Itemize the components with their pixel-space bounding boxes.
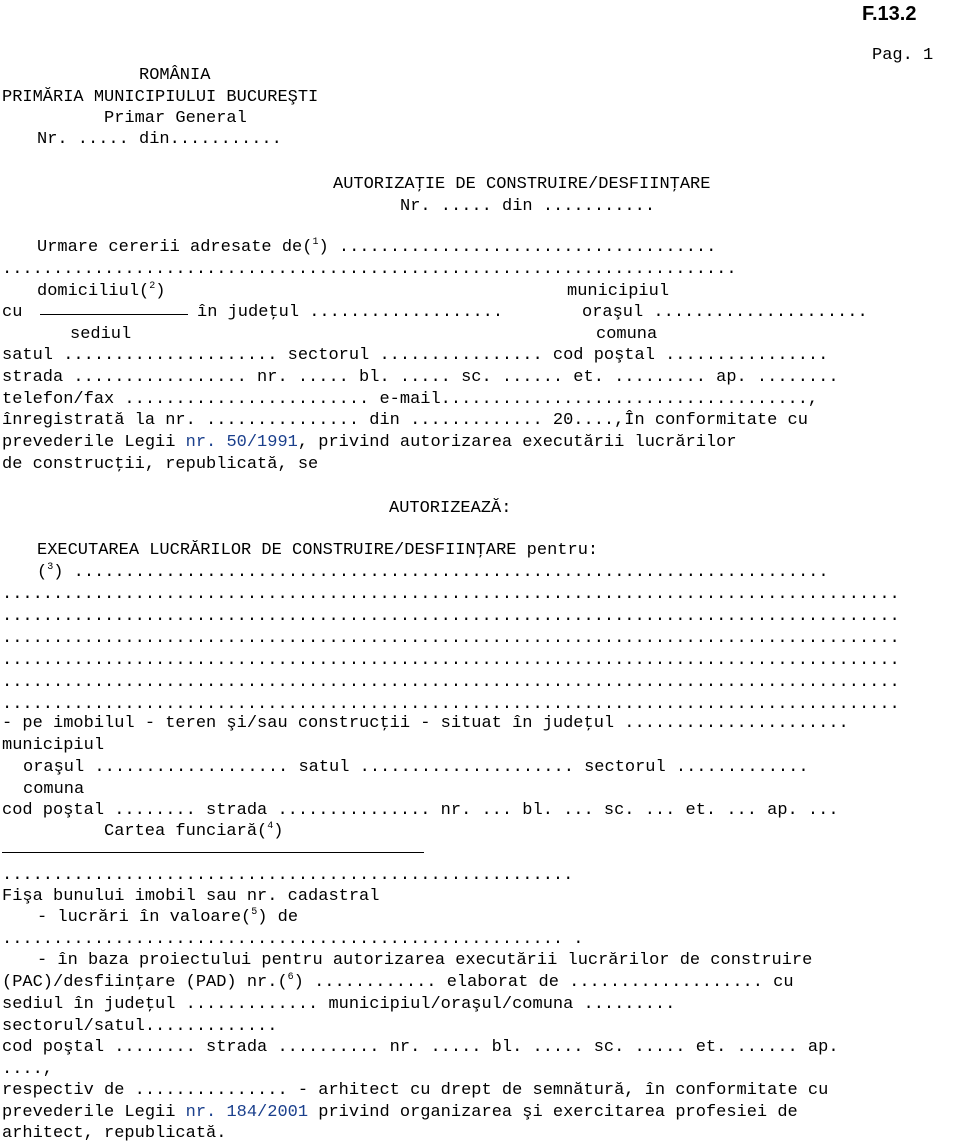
issuer-official: Primar General [104, 109, 247, 128]
works-dots-6: ........................................................................................ [2, 695, 900, 714]
works-dots-2: ........................................................................................ [2, 607, 900, 626]
with-label: cu [2, 303, 23, 322]
issuer-number-line: Nr. ..... din........... [37, 130, 282, 149]
land-book-label: Cartea funciară($^4$) [104, 821, 284, 841]
works-heading: EXECUTAREA LUCRĂRILOR DE CONSTRUIRE/DESFIINŢARE pentru: [37, 541, 599, 560]
project-address-line: cod poştal ........ strada .......... nr. ..... bl. ..... sc. ..... et. ...... ap. [2, 1038, 839, 1057]
works-line-1: ($^3$) .......................................................................... [37, 562, 829, 582]
phone-line: telefon/fax ........................ e-mail...................................., [2, 390, 819, 409]
domicile-label: domiciliul($^2$) [37, 281, 166, 301]
law-50-1991-link[interactable]: nr. 50/1991 [185, 433, 298, 452]
law-line: prevederile Legii nr. 50/1991, privind autorizarea executării lucrărilor [2, 433, 737, 452]
cadastral-label: Fişa bunului imobil sau nr. cadastral [2, 887, 380, 906]
works-dots-5: ........................................................................................ [2, 673, 900, 692]
headquarters-label: sediul [70, 325, 132, 344]
issuer-authority: PRIMĂRIA MUNICIPIULUI BUCUREŞTI [2, 88, 319, 107]
registration-line: înregistrată la nr. ............... din ............. 20....,În conformitate cu [2, 411, 808, 430]
works-dots-3: ........................................................................................ [2, 629, 900, 648]
law-184-2001-link[interactable]: nr. 184/2001 [185, 1103, 309, 1122]
works-value-dots: ....................................................... . [2, 930, 584, 949]
property-municipality: municipiul [2, 736, 105, 755]
form-code: F.13.2 [862, 3, 917, 25]
project-line: - în baza proiectului pentru autorizarea executării lucrărilor de construire [37, 951, 813, 970]
project-address-continuation: ...., [2, 1060, 54, 1079]
county-field: în judeţul ................... [197, 303, 504, 322]
street-line: strada ................. nr. ..... bl. ..... sc. ...... et. ......... ap. ........ [2, 368, 839, 387]
land-book-divider [2, 852, 424, 853]
republished-line: de construcţii, republicată, se [2, 455, 319, 474]
property-line-1: - pe imobilul - teren şi/sau construcţii - situat în judeţul ...................... [2, 714, 849, 733]
town-field: oraşul ..................... [582, 303, 868, 322]
domicile-divider [40, 314, 188, 315]
village-line: satul ..................... sectorul ................ cod poştal ................ [2, 346, 829, 365]
property-town-line: oraşul ................... satul ..................... sectorul ............. [23, 758, 809, 777]
document-title: AUTORIZAŢIE DE CONSTRUIRE/DESFIINŢARE [333, 175, 711, 194]
property-commune: comuna [23, 780, 85, 799]
municipality-label: municipiul [567, 282, 670, 301]
land-book-dots: ........................................................ [2, 866, 574, 885]
request-line-1: Urmare cererii adresate de($^1$) ..................................... [37, 237, 717, 257]
pac-line: (PAC)/desfiinţare (PAD) nr.($^6$) ............ elaborat de ................... cu [2, 972, 794, 992]
law-184-line: prevederile Legii nr. 184/2001 privind organizarea şi exercitarea profesiei de [2, 1103, 798, 1122]
issuer-country: ROMÂNIA [139, 66, 211, 85]
property-address-line: cod poştal ........ strada ............... nr. ... bl. ... sc. ... et. ... ap. ... [2, 801, 839, 820]
authorizes-heading: AUTORIZEAZĂ: [389, 499, 512, 518]
request-line-2: ........................................................................ [2, 260, 737, 279]
works-dots-1: ........................................................................................ [2, 585, 900, 604]
page-label: Pag. 1 [872, 46, 934, 65]
works-value-label: - lucrări în valoare($^5$) de [37, 907, 299, 927]
works-dots-4: ........................................................................................ [2, 651, 900, 670]
project-seat-line: sediul în judeţul ............. municipiul/oraşul/comuna ......... [2, 995, 676, 1014]
architect-line: respectiv de ............... - arhitect cu drept de semnătură, în conformitate cu [2, 1081, 829, 1100]
commune-label: comuna [596, 325, 658, 344]
document-number-line: Nr. ..... din ........... [400, 197, 656, 216]
sector-village-line: sectorul/satul............. [2, 1017, 278, 1036]
architect-republished-line: arhitect, republicată. [2, 1124, 227, 1143]
